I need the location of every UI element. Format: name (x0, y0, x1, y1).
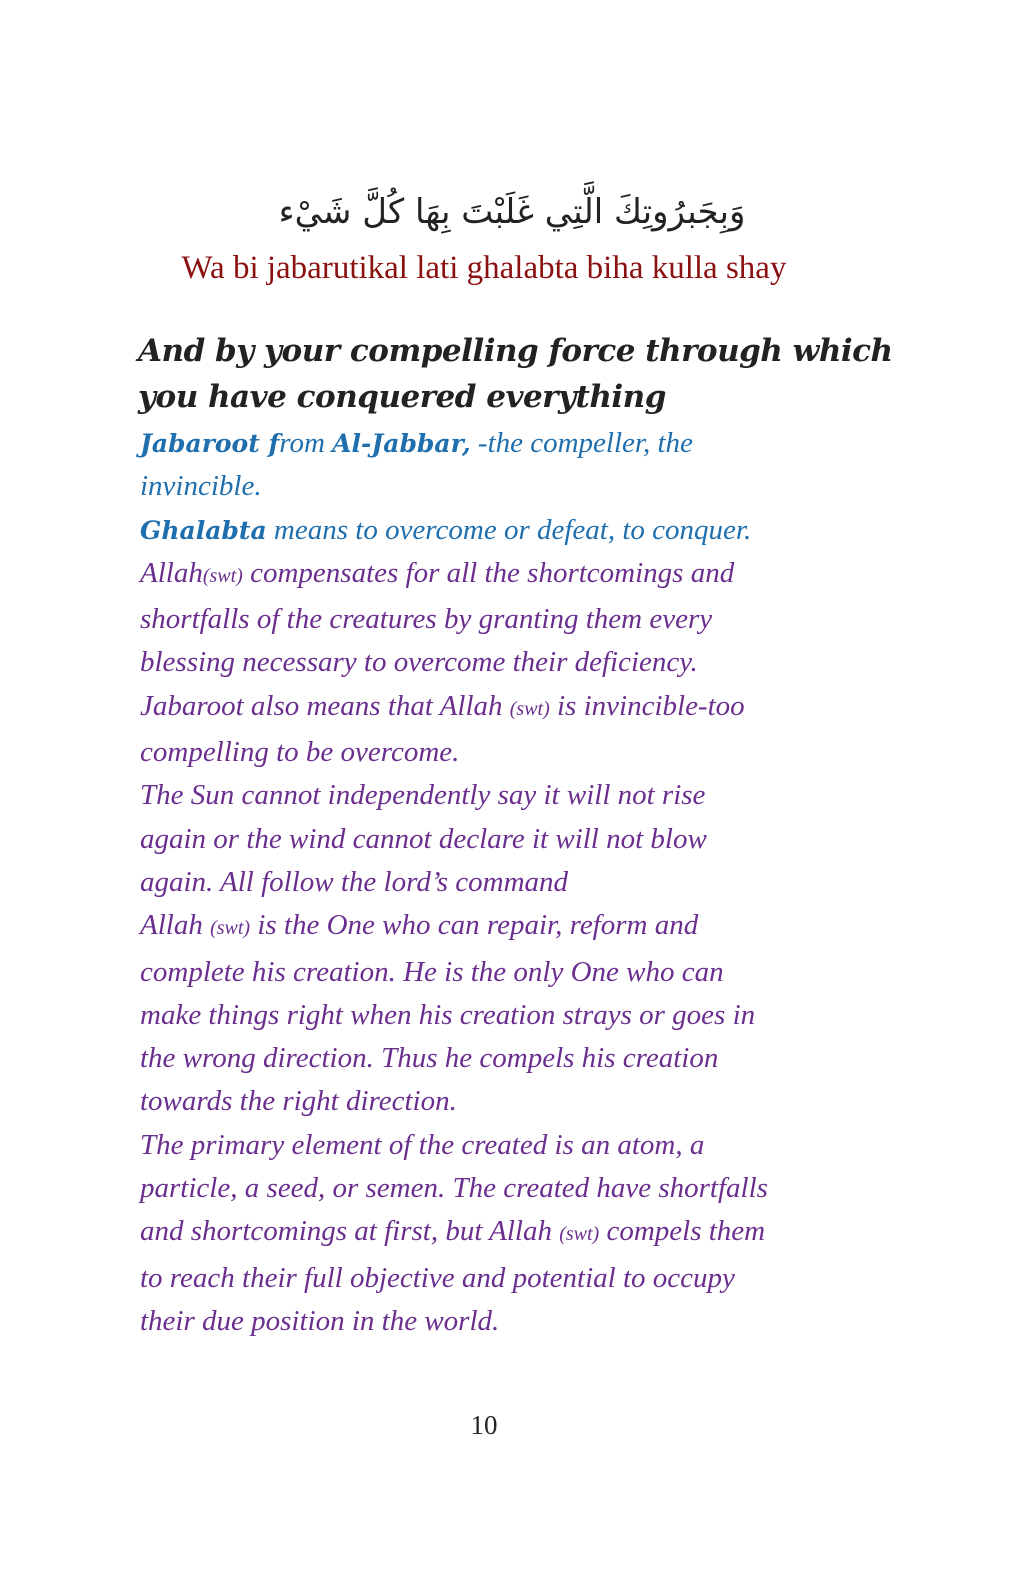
body-line: The primary element of the created is an atom, a (140, 1128, 705, 1161)
body-line: make things right when his creation strays or goes in (140, 998, 756, 1031)
swt-abbrev: (swt) (509, 697, 550, 720)
body-line: complete his creation. He is the only One who can (140, 955, 724, 988)
body-text: is invincible-too (549, 689, 745, 722)
transliteration: Wa bi jabarutikal lati ghalabta biha kulla shay (181, 250, 787, 286)
body-line (140, 509, 900, 552)
body-text: Allah (140, 909, 211, 942)
swt-abbrev: (swt) (559, 1223, 600, 1246)
body-line: compelling to be overcome. (140, 736, 460, 769)
swt-abbrev: (swt) (210, 917, 251, 940)
term-jabaroot: Jabaroot f (140, 429, 280, 458)
term-al-jabbar: Al-Jabbar, (332, 429, 471, 458)
swt-abbrev: (swt) (202, 564, 243, 587)
body-line: blessing necessary to overcome their deficiency. (140, 646, 698, 679)
body-line: shortfalls of the creatures by granting them every (140, 603, 713, 636)
body-line: their due position in the world. (140, 1304, 500, 1337)
arabic-verse: وَبِجَبرُوتِكَ الَّتِي غَلَبْتَ بِهَا كُلَّ شَيْء (278, 192, 746, 232)
body-text: Allah (140, 556, 203, 589)
body-line: the wrong direction. Thus he compels his creation (140, 1042, 719, 1075)
heading-line-2: you have conquered everything (138, 379, 666, 415)
body-line: to reach their full objective and potential to occupy (140, 1261, 735, 1294)
body-line (140, 422, 900, 465)
page-number: 10 (470, 1410, 498, 1440)
body-text: compels them (599, 1215, 766, 1248)
body-line: towards the right direction. (140, 1085, 457, 1118)
body-line: again or the wind cannot declare it will not blow (140, 822, 707, 855)
translation-heading (138, 328, 898, 420)
body-text: compensates for all the shortcomings and (242, 556, 735, 589)
body-text: -the compeller, the (470, 427, 693, 459)
body-text: means to overcome or defeat, to conquer. (266, 513, 752, 546)
body-line (140, 904, 900, 950)
body-line (140, 1210, 900, 1256)
body-line (140, 685, 900, 731)
body-text: is the One who can repair, reform and (250, 909, 699, 942)
body-text: Jabaroot also means that Allah (140, 689, 510, 722)
body-text: rom (279, 427, 333, 459)
heading-line-1: And by your compelling force through which (138, 333, 893, 369)
body-line: particle, a seed, or semen. The created have shortfalls (140, 1172, 768, 1205)
body-line: again. All follow the lord’s command (140, 865, 569, 898)
body-line: The Sun cannot independently say it will not rise (140, 779, 706, 812)
commentary-body (140, 422, 900, 1343)
body-line: invincible. (140, 470, 262, 503)
body-line (140, 552, 900, 598)
term-ghalabta: Ghalabta (140, 515, 267, 545)
body-text: and shortcomings at first, but Allah (140, 1215, 560, 1248)
